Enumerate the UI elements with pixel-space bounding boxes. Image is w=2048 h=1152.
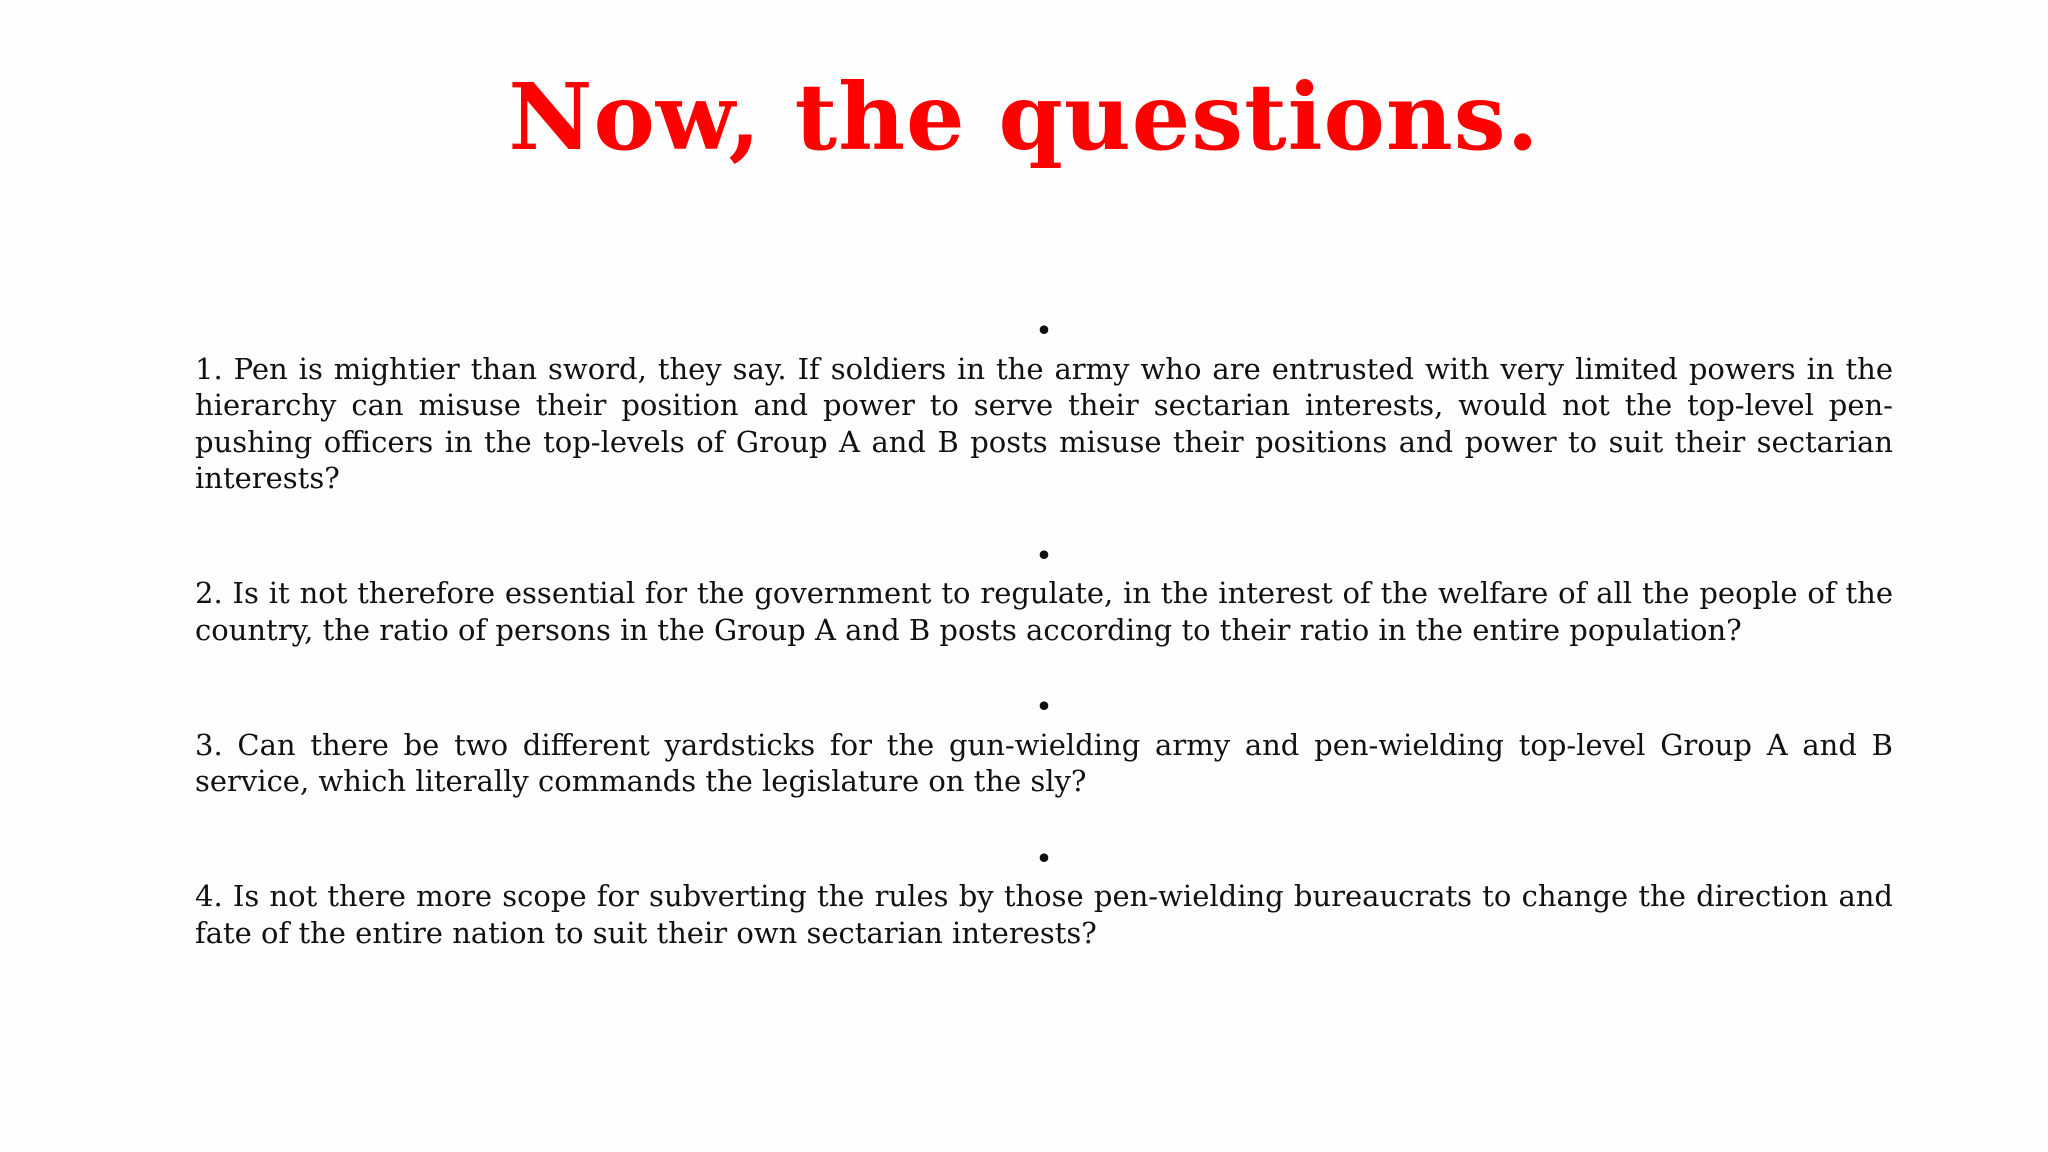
question-text-2: 2. Is it not therefore essential for the government to regulate, in the interest of the welfare of all the people of the country, the ratio of persons in the Group A and B posts according to their ratio in the entire population? [195, 576, 1893, 647]
slide-title: Now, the questions. [508, 63, 1540, 171]
question-item-3 [195, 690, 1893, 800]
bullet-icon: • [1035, 538, 1053, 574]
questions-list [195, 314, 1893, 951]
question-item-2 [195, 539, 1893, 649]
bullet-icon: • [1035, 841, 1053, 877]
question-text-1: 1. Pen is mightier than sword, they say. If soldiers in the army who are entrusted with very limited powers in the hierarchy can misuse their position and power to serve their sectarian interests, would not the top-level pen-pushing officers in the top-levels of Group A and B posts misuse their positions and power to suit their sectarian interests? [195, 351, 1893, 495]
bullet-icon: • [1035, 690, 1053, 725]
question-item-1 [195, 314, 1893, 497]
question-text-4: 4. Is not there more scope for subverting the rules by those pen-wielding bureaucrats to change the direction and fate of the entire nation to suit their own sectarian interests? [195, 879, 1893, 950]
bullet-icon: • [1035, 314, 1053, 349]
question-text-3: 3. Can there be two different yardsticks for the gun-wielding army and pen-wielding top-level Group A and B service, which literally commands the legislature on the sly? [195, 727, 1893, 798]
question-item-4 [195, 842, 1893, 952]
